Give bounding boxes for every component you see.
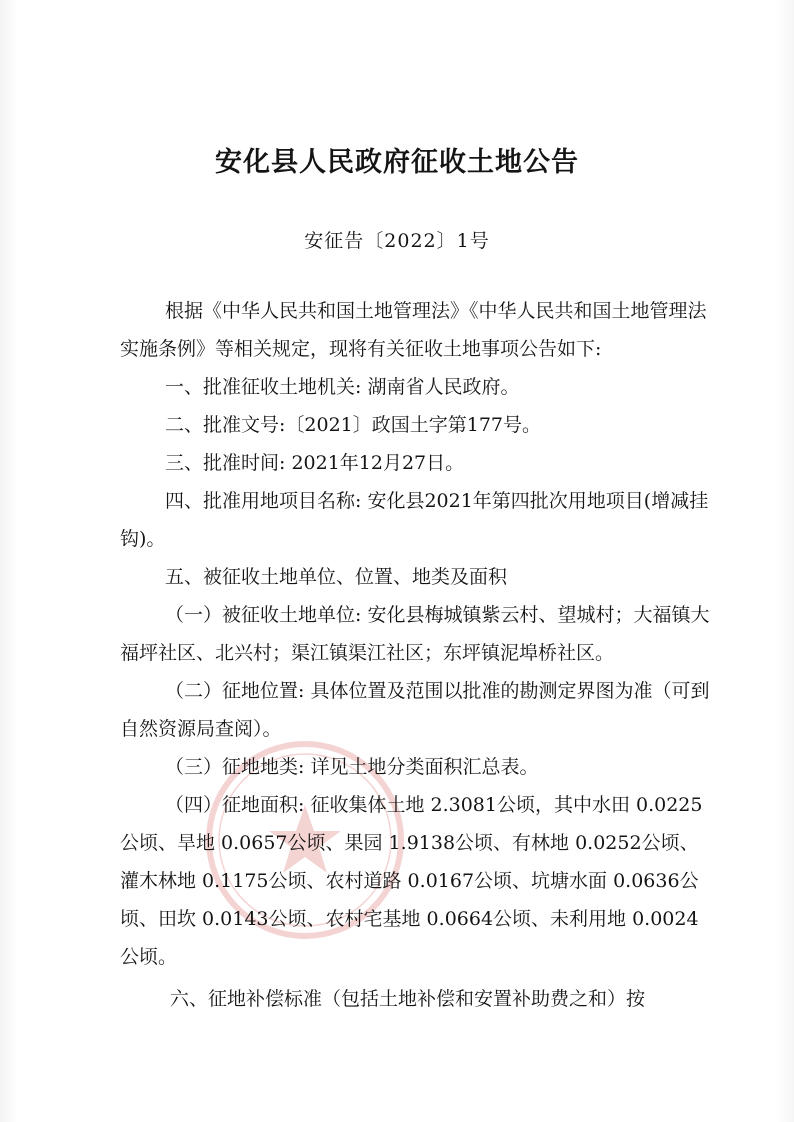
paragraph-section-five-heading: 五、被征收土地单位、位置、地类及面积 [165, 566, 508, 588]
paragraph-approval-number: 二、批准文号:〔2021〕政国土字第177号。 [165, 414, 542, 436]
paragraph-approval-authority: 一、批准征收土地机关: 湖南省人民政府。 [165, 376, 520, 398]
paragraph-land-type: （三）征地地类: 详见土地分类面积汇总表。 [165, 756, 539, 778]
paragraph-approval-date: 三、批准时间: 2021年12月27日。 [165, 452, 465, 474]
document-body [120, 292, 710, 1018]
paragraph-intro: 根据《中华人民共和国土地管理法》《中华人民共和国土地管理法实施条例》等相关规定，现将有关征收土地事项公告如下: [120, 300, 707, 360]
paragraph-area: （四）征地面积: 征收集体土地 2.3081公顷，其中水田 0.0225公顷、旱地 0.0657公顷、果园 1.9138公顷、有林地 0.0252公顷、灌木林地 0.1175公顷、农村道路 0.0167公顷、坑塘水面 0.0636公顷、田坎 0.0143公顷、农村宅基地 0.0664公顷、未利用地 0.0024公顷。 [120, 794, 703, 968]
page-title: 安化县人民政府征收土地公告 [215, 147, 579, 178]
paragraph-expropriated-units: （一）被征收土地单位: 安化县梅城镇紫云村、望城村；大福镇大福坪社区、北兴村；渠江镇渠江社区；东坪镇泥埠桥社区。 [120, 604, 710, 664]
paragraph-compensation: 六、征地补偿标准（包括土地补偿和安置补助费之和）按 [170, 988, 646, 1010]
paragraph-project-name: 四、批准用地项目名称: 安化县2021年第四批次用地项目(增减挂钩)。 [120, 490, 709, 550]
paragraph-location: （二）征地位置: 具体位置及范围以批准的勘测定界图为准（可到自然资源局查阅）。 [120, 680, 710, 740]
document-number: 安征告〔2022〕1号 [304, 230, 490, 252]
